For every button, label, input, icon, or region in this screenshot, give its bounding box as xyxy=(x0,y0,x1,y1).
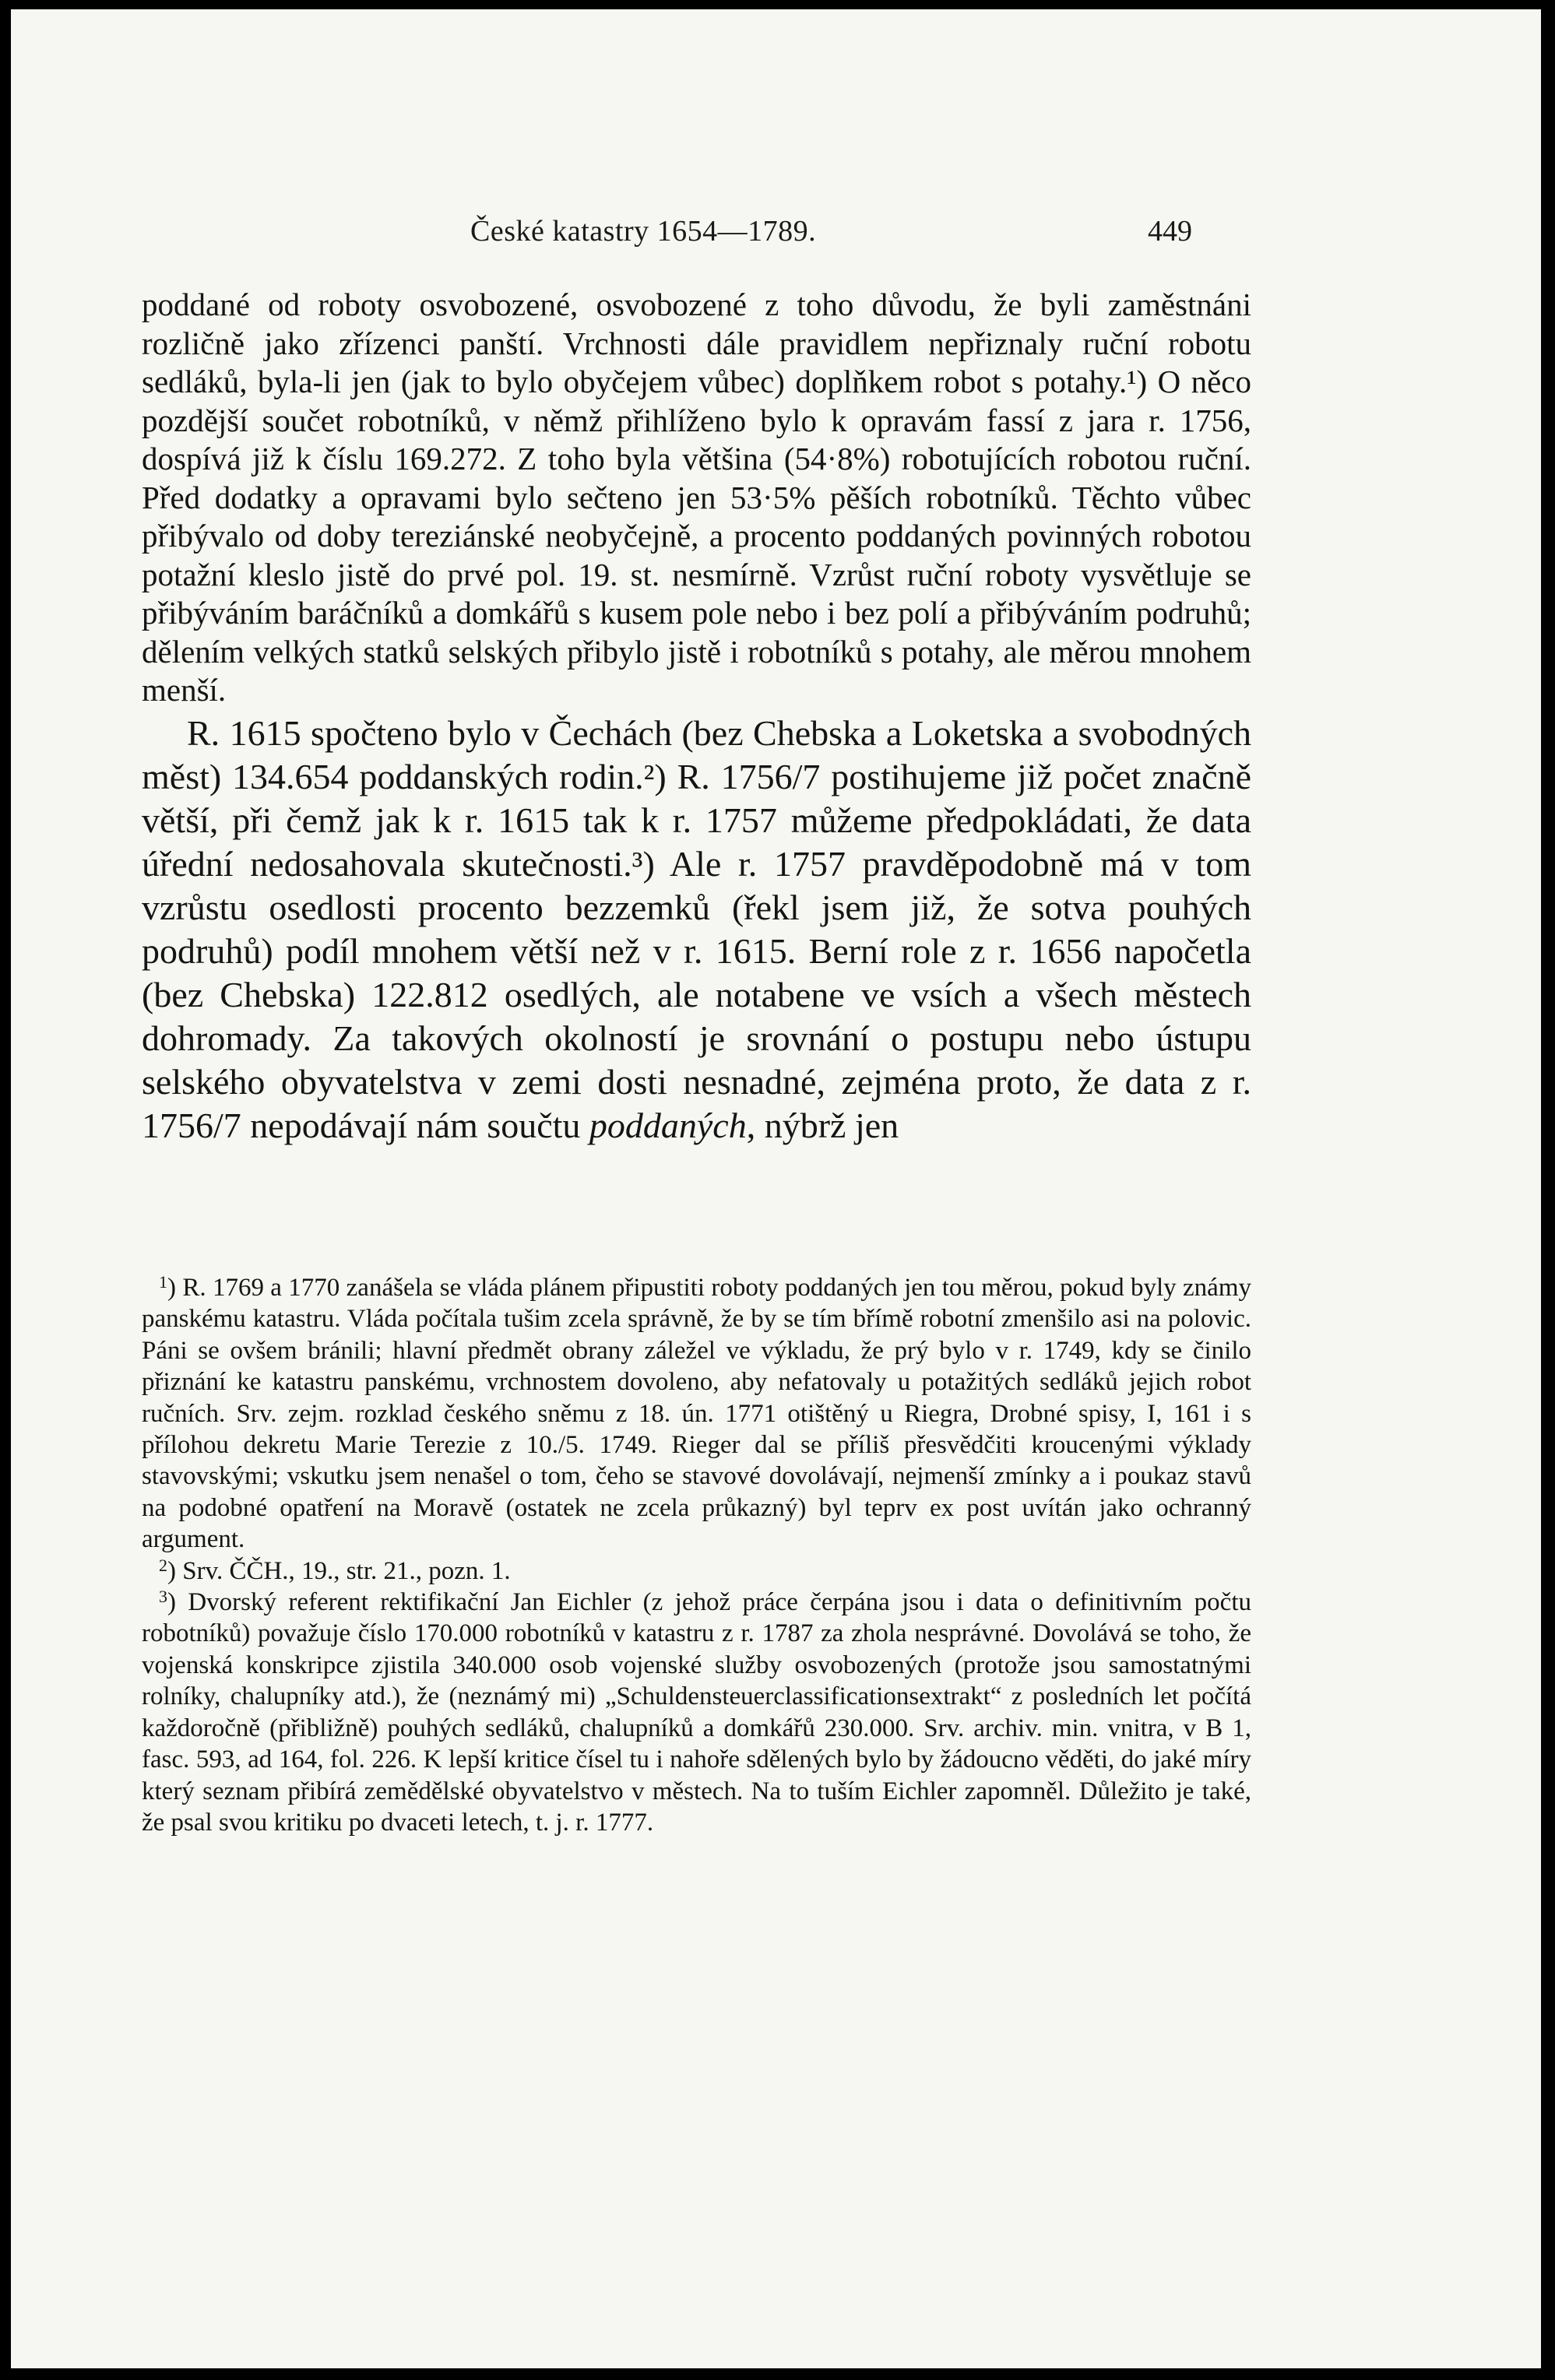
footnote-3-text: Dvorský referent rektifikační Jan Eichler (z jehož práce čerpána jsou i data o definitivním počtu robotníků) považuje číslo 170.000 robotníků v katastru z r. 1787 za zhola nesprávné. Dovolává se toho, že vojenská konskripce zjistila 340.000 osob vojenské služby osvobozených (protože jsou samostatnými rolníky, chalupníky atd.), že (neznámý mi) „Schuldensteuerclassificationsextrakt“ z posledních let počítá každoročně (přibližně) pouhých sedláků, chalupníků a domkářů 230.000. Srv. archiv. min. vnitra, v B 1, fasc. 593, ad 164, fol. 226. K lepší kritice čísel tu i nahoře sdělených bylo by žádoucno věděti, do jaké míry který seznam přibírá zemědělské obyvatelstvo v městech. Na to tuším Eichler zapomněl. Důležito je také, že psal svou kritiku po dvaceti letech, t. j. r. 1777. xyxy=(142,1588,1251,1837)
paragraph-2-text: R. 1615 spočteno bylo v Čechách (bez Chebska a Loketska a svobodných měst) 134.654 poddanských rodin.²) R. 1756/7 postihujeme již počet značně větší, při čemž jak k r. 1615 tak k r. 1757 můžeme předpokládati, že data úřední nedosahovala skutečnosti.³) Ale r. 1757 pravděpodobně má v tom vzrůstu osedlosti procento bezzemků (řekl jsem již, že sotva pouhých podruhů) podíl mnohem větší než v r. 1615. Berní role z r. 1656 napočetla (bez Chebska) 122.812 osedlých, ale notabene ve vsích a všech městech dohromady. Za takových okolností je srovnání o postupu nebo ústupu selského obyvatelstva v zemi dosti nesnadné, zejména proto, že data z r. 1756/7 nepodávají nám součtu xyxy=(142,712,1251,1145)
page-header xyxy=(11,208,1541,255)
page-number: 449 xyxy=(1148,215,1192,248)
footnote-2: $^2$) Srv. ČČH., 19., str. 21., pozn. 1. xyxy=(159,1555,511,1585)
footnote-1: $^1$) R. 1769 a 1770 zanášela se vláda plánem připustiti roboty poddaných jen tou měrou, pokud byly známy panskému katastru. Vláda počítala tušim zcela správně, že by se tím břímě robotní zmenšilo asi na polovic. Páni se ovšem bránili; hlavní předmět obrany záležel ve výkladu, že prý bylo v r. 1749, kdy se činilo přiznání ke katastru panskému, vrchnostem dovoleno, aby nefatovaly u potažitých sedláků jejich robot ručních. Srv. zejm. rozklad českého sněmu z 18. ún. 1771 otištěný u Riegra, Drobné spisy, I, 161 i s přílohou dekretu Marie Terezie z 10./5. 1749. Rieger dal se příliš přesvědčiti kroucenými výklady stavovskými; vskutku jsem nenašel o tom, čeho se stavové dovolávají, nejmenší zmínky a i poukaz stavů na podobné opatření na Moravě (ostatek ne zcela průkazný) byl teprv ex post uvítán jako ochranný argument. xyxy=(142,1272,1251,1554)
footnote-1-text: R. 1769 a 1770 zanášela se vláda plánem připustiti roboty poddaných jen tou měrou, pokud byly známy panskému katastru. Vláda počítala tušim zcela správně, že by se tím břímě robotní zmenšilo asi na polovic. Páni se ovšem bránili; hlavní předmět obrany záležel ve výkladu, že prý bylo v r. 1749, kdy se činilo přiznání ke katastru panskému, vrchnostem dovoleno, aby nefatovaly u potažitých sedláků jejich robot ručních. Srv. zejm. rozklad českého sněmu z 18. ún. 1771 otištěný u Riegra, Drobné spisy, I, 161 i s přílohou dekretu Marie Terezie z 10./5. 1749. Rieger dal se příliš přesvědčiti kroucenými výklady stavovskými; vskutku jsem nenašel o tom, čeho se stavové dovolávají, nejmenší zmínky a i poukaz stavů na podobné opatření na Moravě (ostatek ne zcela průkazný) byl teprv ex post uvítán jako ochranný argument. xyxy=(142,1274,1251,1554)
paragraph-2-ending: , nýbrž jen xyxy=(746,1105,899,1145)
body-paragraph-1: poddané od roboty osvobozené, osvobozené z toho důvodu, že byli zaměstnáni rozličně jako zřízenci panští. Vrchnosti dále pravidlem nepřiznaly ruční robotu sedláků, byla-li jen (jak to bylo obyčejem vůbec) doplňkem robot s potahy.¹) O něco pozdější součet robotníků, v němž přihlíženo bylo k opravám fassí z jara r. 1756, dospívá již k číslu 169.272. Z toho byla většina (54·8%) robotujících robotou ruční. Před dodatky a opravami bylo sečteno jen 53·5% pěších robotníků. Těchto vůbec přibývalo od doby tereziánské neobyčejně, a procento poddaných povinných robotou potažní kleslo jistě do prvé pol. 19. st. nesmírně. Vzrůst ruční roboty vysvětluje se přibýváním baráčníků a domkářů s kusem pole nebo i bez polí a přibýváním podruhů; dělením velkých statků selských přibylo jistě i robotníků s potahy, ale měrou mnohem menší. xyxy=(142,287,1251,708)
main-text xyxy=(142,286,1251,1148)
paragraph-2-emphasis: poddaných xyxy=(589,1105,747,1145)
footnote-3-mark: 3 xyxy=(159,1587,167,1607)
running-title: České katastry 1654—1789. xyxy=(470,215,817,248)
footnotes xyxy=(142,1272,1251,1838)
footnote-1-mark: 1 xyxy=(159,1272,167,1292)
footnote-2-text: Srv. ČČH., 19., str. 21., pozn. 1. xyxy=(182,1556,511,1585)
body-paragraph-2 xyxy=(142,712,1251,1148)
scanned-page xyxy=(11,9,1541,2368)
footnote-2-mark: 2 xyxy=(159,1555,167,1575)
footnote-3: $^3$) Dvorský referent rektifikační Jan Eichler (z jehož práce čerpána jsou i data o definitivním počtu robotníků) považuje číslo 170.000 robotníků v katastru z r. 1787 za zhola nesprávné. Dovolává se toho, že vojenská konskripce zjistila 340.000 osob vojenské služby osvobozených (protože jsou samostatnými rolníky, chalupníky atd.), že (neznámý mi) „Schuldensteuerclassificationsextrakt“ z posledních let počítá každoročně (přibližně) pouhých sedláků, chalupníků a domkářů 230.000. Srv. archiv. min. vnitra, v B 1, fasc. 593, ad 164, fol. 226. K lepší kritice čísel tu i nahoře sdělených bylo by žádoucno věděti, do jaké míry který seznam přibírá zemědělské obyvatelstvo v městech. Na to tuším Eichler zapomněl. Důležito je také, že psal svou kritiku po dvaceti letech, t. j. r. 1777. xyxy=(142,1587,1251,1837)
